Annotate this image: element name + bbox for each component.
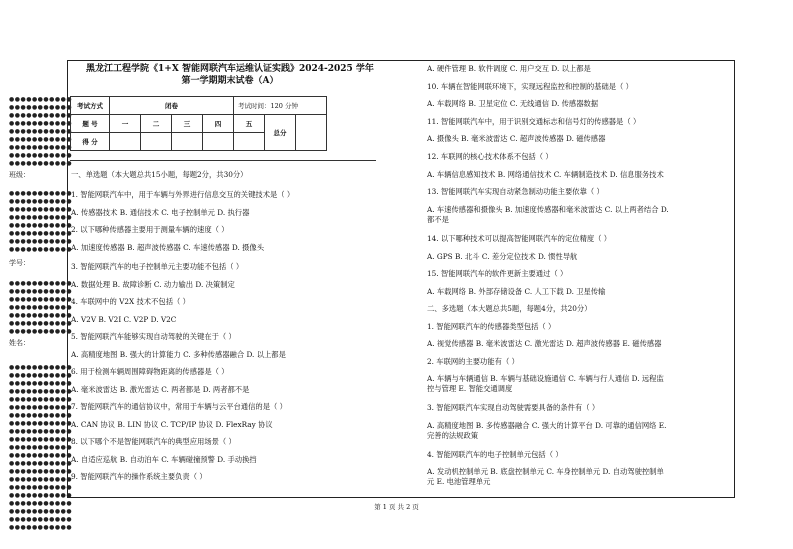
binding-dots: ●●●●●●●●●●●: [9, 238, 73, 245]
question-line: 10. 车辆在智能网联环境下，实现远程监控和控制的基础是（ ）: [427, 82, 633, 91]
binding-dots: ●●●●●●●●●●●: [9, 388, 73, 395]
question-line: 2. 车联网的主要功能有（ ）: [427, 357, 519, 366]
binding-dots: ●●●●●●●●●●●: [9, 508, 73, 515]
option-line: A. 传感器技术 B. 通信技术 C. 电子控制单元 D. 执行器: [71, 208, 250, 217]
question-line: 1. 智能网联汽车的传感器类型包括（ ）: [427, 322, 556, 331]
binding-dots: ●●●●●●●●●●●: [9, 452, 73, 459]
question-line: 元 E. 电池管理单元: [427, 477, 491, 486]
score-cell-1[interactable]: [110, 133, 141, 151]
binding-dots: ●●●●●●●●●●●: [9, 144, 73, 151]
binding-dots: ●●●●●●●●●●●: [9, 136, 73, 143]
score-cell-2[interactable]: [141, 133, 172, 151]
separator-line: [70, 160, 376, 161]
page-footer: 第 1 页 共 2 页: [374, 503, 419, 511]
binding-dots: ●●●●●●●●●●●: [9, 96, 73, 103]
binding-dots: ●●●●●●●●●●●: [9, 120, 73, 127]
binding-dots: ●●●●●●●●●●●: [9, 152, 73, 159]
option-line: A. CAN 协议 B. LIN 协议 C. TCP/IP 协议 D. FlexRay 协议: [71, 420, 273, 429]
exam-time: 考试时间：120 分钟: [234, 97, 327, 115]
binding-dots: ●●●●●●●●●●●: [9, 288, 73, 295]
binding-dots: ●●●●●●●●●●●: [9, 190, 73, 197]
binding-dots: ●●●●●●●●●●●: [9, 320, 73, 327]
binding-dots: ●●●●●●●●●●●: [9, 246, 73, 253]
option-line: A. V2V B. V2I C. V2P D. V2C: [71, 315, 177, 324]
binding-dots: ●●●●●●●●●●●: [9, 516, 73, 523]
question-line: 1. 智能网联汽车中，用于车辆与外界进行信息交互的关键技术是（ ）: [71, 190, 295, 199]
section-heading: 二、多选题（本大题总共5题，每题4分，共20分）: [427, 304, 592, 313]
binding-dots: ●●●●●●●●●●●: [9, 112, 73, 119]
total-label: 总分: [265, 115, 296, 151]
col-5: 五: [234, 115, 265, 133]
option-line: A. 数据处理 B. 故障诊断 C. 动力输出 D. 决策制定: [71, 280, 235, 289]
question-line: 13. 智能网联汽车实现自动紧急制动功能主要依靠（ ）: [427, 187, 604, 196]
binding-dots: ●●●●●●●●●●●: [9, 206, 73, 213]
binding-dots: ●●●●●●●●●●●: [9, 280, 73, 287]
option-line: A. 车辆与车辆通信 B. 车辆与基础设施通信 C. 车辆与行人通信 D. 远程监: [427, 374, 664, 383]
binding-dots: ●●●●●●●●●●●: [9, 412, 73, 419]
option-line: A. GPS B. 北斗 C. 差分定位技术 D. 惯性导航: [427, 252, 578, 261]
section-heading: 一、单选题（本大题总共15小题，每题2分，共30分）: [71, 170, 248, 179]
option-line: A. 毫米波雷达 B. 激光雷达 C. 两者都是 D. 两者都不是: [71, 385, 250, 394]
binding-dots: ●●●●●●●●●●●: [9, 444, 73, 451]
question-line: 完善的法规政策: [427, 431, 479, 440]
col-1: 一: [110, 115, 141, 133]
class-label: 班级：: [9, 171, 30, 179]
binding-dots: ●●●●●●●●●●●: [9, 312, 73, 319]
binding-dots: ●●●●●●●●●●●: [9, 524, 73, 531]
option-line: A. 加速度传感器 B. 超声波传感器 C. 车速传感器 D. 摄像头: [71, 243, 264, 252]
binding-dots: ●●●●●●●●●●●: [9, 380, 73, 387]
binding-dots: ●●●●●●●●●●●: [9, 214, 73, 221]
binding-dots: ●●●●●●●●●●●: [9, 492, 73, 499]
binding-dots: ●●●●●●●●●●●: [9, 372, 73, 379]
question-line: 3. 智能网联汽车实现自动驾驶需要具备的条件有（ ）: [427, 403, 600, 412]
binding-dots: ●●●●●●●●●●●: [9, 500, 73, 507]
binding-dots: ●●●●●●●●●●●: [9, 328, 73, 335]
name-label: 姓名：: [9, 339, 30, 347]
binding-dots: ●●●●●●●●●●●: [9, 104, 73, 111]
option-line: A. 高精度地图 B. 多传感器融合 C. 强大的计算平台 D. 可靠的通信网络 E.: [427, 421, 667, 430]
question-line: 2. 以下哪种传感器主要用于测量车辆的速度（ ）: [71, 225, 229, 234]
score-label: 得 分: [71, 133, 110, 151]
binding-dots: ●●●●●●●●●●●: [9, 476, 73, 483]
question-line: 4. 车联网中的 V2X 技术不包括（ ）: [71, 297, 190, 306]
score-table: [70, 96, 327, 151]
option-line: A. 车载网络 B. 卫星定位 C. 无线通信 D. 传感器数据: [427, 99, 599, 108]
binding-dots: ●●●●●●●●●●●: [9, 428, 73, 435]
binding-dots: ●●●●●●●●●●●: [9, 304, 73, 311]
option-line: A. 车载网络 B. 外部存储设备 C. 人工下载 D. 卫星传输: [427, 287, 606, 296]
question-line: 11. 智能网联汽车中，用于识别交通标志和信号灯的传感器是（ ）: [427, 117, 641, 126]
student-id-label: 学号：: [9, 259, 30, 267]
question-line: 8. 以下哪个不是智能网联汽车的典型应用场景（ ）: [71, 437, 236, 446]
binding-dots: ●●●●●●●●●●●: [9, 420, 73, 427]
binding-dots: ●●●●●●●●●●●: [9, 468, 73, 475]
question-line: 都不是: [427, 215, 449, 224]
col-2: 二: [141, 115, 172, 133]
question-line: 9. 智能网联汽车的操作系统主要负责（ ）: [71, 472, 207, 481]
option-line: A. 车速传感器和摄像头 B. 加速度传感器和毫米波雷达 C. 以上两者结合 D.: [427, 205, 669, 214]
binding-dots: ●●●●●●●●●●●: [9, 364, 73, 371]
binding-dots: ●●●●●●●●●●●: [9, 484, 73, 491]
binding-dots: ●●●●●●●●●●●: [9, 404, 73, 411]
total-cell[interactable]: [296, 115, 327, 151]
question-line: 14. 以下哪种技术可以提高智能网联汽车的定位精度（ ）: [427, 234, 612, 243]
binding-dots: ●●●●●●●●●●●: [9, 460, 73, 467]
option-line: A. 视觉传感器 B. 毫米波雷达 C. 激光雷达 D. 超声波传感器 E. 磁传感器: [427, 339, 662, 348]
question-number-label: 题 号: [71, 115, 110, 133]
col-4: 四: [203, 115, 234, 133]
binding-dots: ●●●●●●●●●●●: [9, 230, 73, 237]
binding-dots: ●●●●●●●●●●●: [9, 160, 73, 167]
binding-dots: ●●●●●●●●●●●: [9, 396, 73, 403]
question-line: 6. 用于检测车辆周围障碍物距离的传感器是（ ）: [71, 367, 229, 376]
binding-dots: ●●●●●●●●●●●: [9, 198, 73, 205]
score-cell-3[interactable]: [172, 133, 203, 151]
option-line: A. 发动机控制单元 B. 底盘控制单元 C. 车身控制单元 D. 自动驾驶控制单: [427, 467, 664, 476]
binding-dots: ●●●●●●●●●●●: [9, 436, 73, 443]
question-line: 7. 智能网联汽车的通信协议中，常用于车辆与云平台通信的是（ ）: [71, 402, 287, 411]
option-line: A. 自适应巡航 B. 自动泊车 C. 车辆碰撞预警 D. 手动换挡: [71, 455, 257, 464]
option-line: A. 摄像头 B. 毫米波雷达 C. 超声波传感器 D. 磁传感器: [427, 134, 606, 143]
score-cell-4[interactable]: [203, 133, 234, 151]
score-cell-5[interactable]: [234, 133, 265, 151]
option-line: A. 硬件管理 B. 软件调度 C. 用户交互 D. 以上都是: [427, 64, 591, 73]
question-line: 3. 智能网联汽车的电子控制单元主要功能不包括（ ）: [71, 262, 244, 271]
question-line: 12. 车联网的核心技术体系不包括（ ）: [427, 152, 553, 161]
exam-method-label: 考试方式: [71, 97, 110, 115]
question-line: 15. 智能网联汽车的软件更新主要通过（ ）: [427, 269, 568, 278]
option-line: A. 高精度地图 B. 强大的计算能力 C. 多种传感器融合 D. 以上都是: [71, 350, 286, 359]
exam-method-value: 闭卷: [110, 97, 234, 115]
col-3: 三: [172, 115, 203, 133]
question-line: 4. 智能网联汽车的电子控制单元包括（ ）: [427, 450, 563, 459]
exam-title: 黑龙江工程学院《1+X 智能网联汽车运维认证实践》2024-2025 学年: [86, 64, 374, 74]
exam-subtitle: 第一学期期末试卷（A）: [181, 76, 279, 86]
binding-dots: ●●●●●●●●●●●: [9, 222, 73, 229]
option-line: A. 车辆信息感知技术 B. 网络通信技术 C. 车辆制造技术 D. 信息服务技术: [427, 170, 664, 179]
question-line: 5. 智能网联汽车能够实现自动驾驶的关键在于（ ）: [71, 332, 236, 341]
binding-dots: ●●●●●●●●●●●: [9, 128, 73, 135]
binding-dots: ●●●●●●●●●●●: [9, 296, 73, 303]
question-line: 控与管理 E. 智能交通调度: [427, 384, 513, 393]
